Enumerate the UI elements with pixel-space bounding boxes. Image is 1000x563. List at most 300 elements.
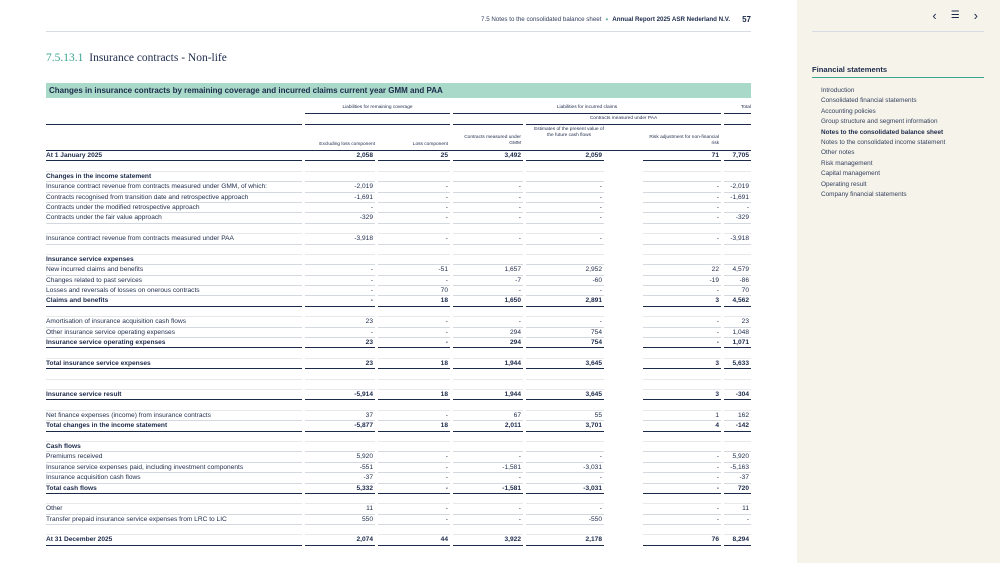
cell-pv: 55 <box>526 411 604 421</box>
row-label: At 1 January 2025 <box>46 151 302 161</box>
cell-ra <box>643 369 721 379</box>
col-header-excl-loss: Excluding loss component <box>319 142 375 147</box>
cell-gmm: 1,657 <box>453 265 523 275</box>
row-label: Other insurance service operating expenses <box>46 328 302 338</box>
cell-pv: - <box>526 473 604 483</box>
cell-ra: 3 <box>643 390 721 400</box>
cell-loss <box>378 442 450 452</box>
cell-total <box>724 172 751 182</box>
cell-ra <box>643 224 721 234</box>
cell-excl-loss <box>305 224 375 234</box>
cell-loss: -51 <box>378 265 450 275</box>
cell-excl-loss <box>305 161 375 171</box>
section-title <box>46 52 227 64</box>
cell-loss <box>378 224 450 234</box>
table-row <box>46 193 751 203</box>
cell-pv: 3,645 <box>526 359 604 369</box>
lic-rule <box>453 113 721 114</box>
row-label: At 31 December 2025 <box>46 535 302 545</box>
cell-excl-loss <box>305 525 375 535</box>
cell-total: 5,633 <box>724 359 751 369</box>
cell-ra: - <box>643 473 721 483</box>
cell-total <box>724 442 751 452</box>
cell-loss <box>378 380 450 390</box>
cell-loss <box>378 494 450 504</box>
cell-loss: 18 <box>378 421 450 431</box>
cell-ra: 3 <box>643 359 721 369</box>
cell-pv: - <box>526 193 604 203</box>
cell-loss <box>378 400 450 410</box>
cell-pv: 754 <box>526 328 604 338</box>
cell-excl-loss <box>305 432 375 442</box>
cell-pv: - <box>526 203 604 213</box>
cell-ra: - <box>643 452 721 462</box>
cell-total <box>724 161 751 171</box>
cell-loss <box>378 245 450 255</box>
sidebar-item[interactable]: Company financial statements <box>821 191 907 199</box>
cell-excl-loss: -551 <box>305 463 375 473</box>
cell-ra: - <box>643 338 721 348</box>
cell-loss: - <box>378 473 450 483</box>
cell-ra: 1 <box>643 411 721 421</box>
cell-ra: - <box>643 213 721 223</box>
row-label: Amortisation of insurance acquisition cash flows <box>46 317 302 327</box>
cell-pv: - <box>526 213 604 223</box>
cell-excl-loss: -2,019 <box>305 182 375 192</box>
lrc-rule <box>305 113 450 114</box>
table-row <box>46 245 751 255</box>
sidebar-item[interactable]: Risk management <box>821 159 873 167</box>
cell-ra <box>643 307 721 317</box>
cell-gmm <box>453 432 523 442</box>
cell-gmm: - <box>453 182 523 192</box>
cell-excl-loss: - <box>305 286 375 296</box>
cell-total <box>724 525 751 535</box>
cell-pv: 3,701 <box>526 421 604 431</box>
cell-ra: - <box>643 203 721 213</box>
table-row <box>46 296 751 306</box>
cell-excl-loss <box>305 369 375 379</box>
table-row <box>46 432 751 442</box>
table-row <box>46 255 751 265</box>
row-label <box>46 245 302 255</box>
cell-total: - <box>724 203 751 213</box>
cell-total <box>724 369 751 379</box>
cell-pv: - <box>526 182 604 192</box>
table-row <box>46 369 751 379</box>
cell-loss: - <box>378 338 450 348</box>
cell-pv: - <box>526 286 604 296</box>
cell-pv <box>526 245 604 255</box>
cell-total: -86 <box>724 276 751 286</box>
cell-excl-loss <box>305 172 375 182</box>
row-label: Insurance acquisition cash flows <box>46 473 302 483</box>
cell-ra: -19 <box>643 276 721 286</box>
table-row <box>46 535 751 545</box>
cell-loss: - <box>378 276 450 286</box>
table-row <box>46 151 751 161</box>
cell-pv: -3,031 <box>526 484 604 494</box>
table-row <box>46 348 751 358</box>
cell-loss: - <box>378 182 450 192</box>
cell-gmm <box>453 494 523 504</box>
table-row <box>46 203 751 213</box>
cell-excl-loss: 2,058 <box>305 151 375 161</box>
row-label <box>46 348 302 358</box>
cell-total: -142 <box>724 421 751 431</box>
table-body <box>46 151 751 546</box>
row-label: Insurance contract revenue from contracts measured under PAA <box>46 234 302 244</box>
table-row <box>46 265 751 275</box>
cell-excl-loss <box>305 245 375 255</box>
cell-pv: -550 <box>526 515 604 525</box>
cell-ra <box>643 245 721 255</box>
cell-loss <box>378 307 450 317</box>
cell-gmm: - <box>453 234 523 244</box>
header-section-link[interactable]: 7.5 Notes to the consolidated balance sheet <box>481 15 602 23</box>
cell-total: -3,918 <box>724 234 751 244</box>
cell-gmm: -1,581 <box>453 463 523 473</box>
cell-ra: - <box>643 182 721 192</box>
cell-gmm <box>453 307 523 317</box>
cell-loss <box>378 525 450 535</box>
cell-loss: - <box>378 411 450 421</box>
row-label: Premiums received <box>46 452 302 462</box>
page-number: 57 <box>742 14 751 24</box>
cell-pv: 2,178 <box>526 535 604 545</box>
cell-ra <box>643 432 721 442</box>
table-row <box>46 161 751 171</box>
cell-ra: - <box>643 515 721 525</box>
cell-gmm <box>453 400 523 410</box>
table-row <box>46 286 751 296</box>
cell-pv <box>526 380 604 390</box>
sidebar-item[interactable]: Operating result <box>821 180 867 188</box>
cell-loss: 18 <box>378 296 450 306</box>
cell-pv: - <box>526 234 604 244</box>
row-label: New incurred claims and benefits <box>46 265 302 275</box>
cell-gmm <box>453 172 523 182</box>
paa-rule <box>526 124 721 125</box>
cell-pv <box>526 161 604 171</box>
cell-loss: - <box>378 213 450 223</box>
cell-gmm <box>453 245 523 255</box>
cell-total: -5,163 <box>724 463 751 473</box>
cell-ra <box>643 255 721 265</box>
cell-pv: -3,031 <box>526 463 604 473</box>
cell-total <box>724 307 751 317</box>
cell-gmm: 3,922 <box>453 535 523 545</box>
cell-loss: - <box>378 317 450 327</box>
table-row <box>46 317 751 327</box>
cell-ra <box>643 442 721 452</box>
header-divider <box>46 31 751 32</box>
col-header-gmm: Contracts measured under GMM <box>464 135 521 146</box>
cell-gmm: 1,944 <box>453 390 523 400</box>
cell-gmm: - <box>453 213 523 223</box>
cell-loss: - <box>378 484 450 494</box>
row-label <box>46 307 302 317</box>
sidebar-item[interactable]: Group structure and segment information <box>821 118 938 126</box>
cell-total: 7,705 <box>724 151 751 161</box>
cell-ra <box>643 525 721 535</box>
cell-loss: 70 <box>378 286 450 296</box>
cell-loss: - <box>378 193 450 203</box>
cell-total: 4,562 <box>724 296 751 306</box>
cell-loss: - <box>378 452 450 462</box>
cell-total <box>724 255 751 265</box>
cell-loss <box>378 255 450 265</box>
cell-excl-loss: -5,877 <box>305 421 375 431</box>
cell-total <box>724 348 751 358</box>
cell-pv <box>526 348 604 358</box>
cell-loss <box>378 161 450 171</box>
row-label: Net finance expenses (income) from insurance contracts <box>46 411 302 421</box>
cell-excl-loss <box>305 307 375 317</box>
cell-pv: 3,645 <box>526 390 604 400</box>
cell-pv <box>526 307 604 317</box>
table-row <box>46 390 751 400</box>
sidebar-title[interactable]: Financial statements <box>812 65 888 74</box>
cell-total: 1,071 <box>724 338 751 348</box>
cell-pv: -60 <box>526 276 604 286</box>
cell-excl-loss: 550 <box>305 515 375 525</box>
table-row <box>46 515 751 525</box>
cell-total: -2,019 <box>724 182 751 192</box>
row-label: Total changes in the income statement <box>46 421 302 431</box>
row-label: Changes related to past services <box>46 276 302 286</box>
cell-gmm: - <box>453 203 523 213</box>
row-label: Total insurance service expenses <box>46 359 302 369</box>
cell-loss: - <box>378 328 450 338</box>
sidebar-item[interactable]: Notes to the consolidated balance sheet <box>821 128 944 136</box>
row-label: Losses and reversals of losses on onerous contracts <box>46 286 302 296</box>
row-label: Insurance service expenses <box>46 255 302 265</box>
cell-excl-loss: -3,918 <box>305 234 375 244</box>
cell-total: -1,691 <box>724 193 751 203</box>
cell-pv <box>526 255 604 265</box>
cell-ra <box>643 380 721 390</box>
cell-gmm: - <box>453 452 523 462</box>
cell-excl-loss: -5,914 <box>305 390 375 400</box>
row-label: Insurance service operating expenses <box>46 338 302 348</box>
cell-excl-loss: 23 <box>305 317 375 327</box>
total-rule <box>724 113 751 114</box>
cell-gmm <box>453 161 523 171</box>
cell-ra: 76 <box>643 535 721 545</box>
table-row <box>46 442 751 452</box>
cell-ra: - <box>643 286 721 296</box>
cell-gmm: - <box>453 504 523 514</box>
cell-total: 4,579 <box>724 265 751 275</box>
col-header-loss: Loss component <box>412 142 448 147</box>
cell-total: -37 <box>724 473 751 483</box>
row-label: Transfer prepaid insurance service expenses from LRC to LIC <box>46 515 302 525</box>
cell-excl-loss: 5,332 <box>305 484 375 494</box>
sidebar-item[interactable]: Notes to the consolidated income statement <box>821 139 946 147</box>
cell-loss: 18 <box>378 390 450 400</box>
menu-icon[interactable]: ☰ <box>950 10 960 21</box>
cell-excl-loss: 23 <box>305 338 375 348</box>
cell-total: -329 <box>724 213 751 223</box>
row-label <box>46 525 302 535</box>
cell-excl-loss: - <box>305 276 375 286</box>
cell-ra: 71 <box>643 151 721 161</box>
cell-excl-loss <box>305 494 375 504</box>
row-label: Cash flows <box>46 442 302 452</box>
cell-excl-loss: -1,691 <box>305 193 375 203</box>
row-label: Insurance service expenses paid, including investment components <box>46 463 302 473</box>
cell-pv: 754 <box>526 338 604 348</box>
cell-gmm: - <box>453 317 523 327</box>
cell-excl-loss: 5,920 <box>305 452 375 462</box>
cell-gmm: 1,944 <box>453 359 523 369</box>
cell-ra <box>643 161 721 171</box>
row-label: Total cash flows <box>46 484 302 494</box>
cell-total: 23 <box>724 317 751 327</box>
cell-pv: 2,891 <box>526 296 604 306</box>
table-row <box>46 525 751 535</box>
cell-total <box>724 494 751 504</box>
cell-excl-loss <box>305 400 375 410</box>
cell-loss <box>378 432 450 442</box>
sidebar-item[interactable]: Accounting policies <box>821 107 876 115</box>
table-row <box>46 172 751 182</box>
table-row <box>46 463 751 473</box>
page-header <box>481 12 751 26</box>
row-label: Contracts under the fair value approach <box>46 213 302 223</box>
table-row <box>46 182 751 192</box>
row-label <box>46 494 302 504</box>
cell-loss <box>378 348 450 358</box>
header-report-title: Annual Report 2025 ASR Nederland N.V. <box>612 15 731 23</box>
cell-loss <box>378 369 450 379</box>
sidebar-title-underline <box>812 77 984 78</box>
cell-pv: - <box>526 317 604 327</box>
col-header-pv: Estimates of the present value of the future cash flows <box>534 127 604 138</box>
cell-pv <box>526 172 604 182</box>
gmm-sub-rule <box>453 124 523 125</box>
cell-excl-loss <box>305 442 375 452</box>
label-col-rule <box>46 124 302 125</box>
cell-ra <box>643 494 721 504</box>
cell-excl-loss: - <box>305 296 375 306</box>
col-header-ra: Risk adjustment for non-financial risk <box>649 135 719 146</box>
cell-gmm: -7 <box>453 276 523 286</box>
sidebar-item[interactable]: Capital management <box>821 170 880 178</box>
cell-loss: - <box>378 463 450 473</box>
cell-loss: - <box>378 504 450 514</box>
row-label <box>46 380 302 390</box>
cell-pv <box>526 400 604 410</box>
cell-total: 5,920 <box>724 452 751 462</box>
cell-excl-loss: - <box>305 265 375 275</box>
cell-gmm <box>453 369 523 379</box>
cell-ra <box>643 400 721 410</box>
sidebar-nav-list <box>821 86 945 200</box>
group-lic-header: Liabilities for incurred claims <box>556 105 618 110</box>
table-row <box>46 224 751 234</box>
cell-ra: - <box>643 193 721 203</box>
chevron-right-icon[interactable]: › <box>973 8 978 23</box>
cell-pv <box>526 442 604 452</box>
cell-excl-loss: - <box>305 203 375 213</box>
cell-total: 720 <box>724 484 751 494</box>
cell-excl-loss: -329 <box>305 213 375 223</box>
cell-ra: - <box>643 234 721 244</box>
cell-gmm <box>453 348 523 358</box>
sidebar <box>797 0 1000 563</box>
table-caption-banner: Changes in insurance contracts by remaining coverage and incurred claims current year GMM and PAA <box>46 83 751 98</box>
cell-total <box>724 432 751 442</box>
cell-total <box>724 400 751 410</box>
table-row <box>46 276 751 286</box>
table-row <box>46 504 751 514</box>
cell-gmm: 2,011 <box>453 421 523 431</box>
cell-total: -304 <box>724 390 751 400</box>
cell-loss: 44 <box>378 535 450 545</box>
table-row <box>46 400 751 410</box>
sidebar-item[interactable]: Other notes <box>821 149 855 157</box>
sidebar-item[interactable]: Introduction <box>821 87 855 94</box>
table-row <box>46 213 751 223</box>
cell-ra: 22 <box>643 265 721 275</box>
sidebar-item[interactable]: Consolidated financial statements <box>821 97 917 105</box>
row-label: Contracts recognised from transition date and retrospective approach <box>46 193 302 203</box>
cell-excl-loss: 11 <box>305 504 375 514</box>
cell-gmm <box>453 442 523 452</box>
cell-ra: 3 <box>643 296 721 306</box>
cell-ra: 4 <box>643 421 721 431</box>
cell-loss: 25 <box>378 151 450 161</box>
row-label <box>46 400 302 410</box>
cell-total: - <box>724 515 751 525</box>
cell-pv: - <box>526 504 604 514</box>
cell-excl-loss <box>305 255 375 265</box>
cell-pv <box>526 369 604 379</box>
chevron-left-icon[interactable]: ‹ <box>932 8 937 23</box>
cell-total <box>724 224 751 234</box>
cell-total <box>724 380 751 390</box>
cell-pv <box>526 224 604 234</box>
cell-gmm: 294 <box>453 328 523 338</box>
separator-dot-icon: • <box>605 14 609 24</box>
sidebar-divider <box>812 31 984 32</box>
cell-loss <box>378 172 450 182</box>
cell-ra <box>643 348 721 358</box>
group-paa-header: Contracts measured under PAA <box>589 116 658 121</box>
table-row <box>46 452 751 462</box>
section-title-text: Insurance contracts - Non-life <box>89 52 227 64</box>
cell-excl-loss: 37 <box>305 411 375 421</box>
cell-gmm <box>453 255 523 265</box>
table-row <box>46 328 751 338</box>
row-label <box>46 224 302 234</box>
cell-ra <box>643 172 721 182</box>
cell-loss: 18 <box>378 359 450 369</box>
row-label: Claims and benefits <box>46 296 302 306</box>
cell-gmm <box>453 380 523 390</box>
section-number: 7.5.13.1 <box>46 52 84 64</box>
table-row <box>46 307 751 317</box>
group-total-header: Total <box>740 105 751 110</box>
table-row <box>46 421 751 431</box>
cell-pv <box>526 494 604 504</box>
table-row <box>46 473 751 483</box>
cell-gmm: - <box>453 286 523 296</box>
table-row <box>46 494 751 504</box>
cell-gmm: 1,650 <box>453 296 523 306</box>
